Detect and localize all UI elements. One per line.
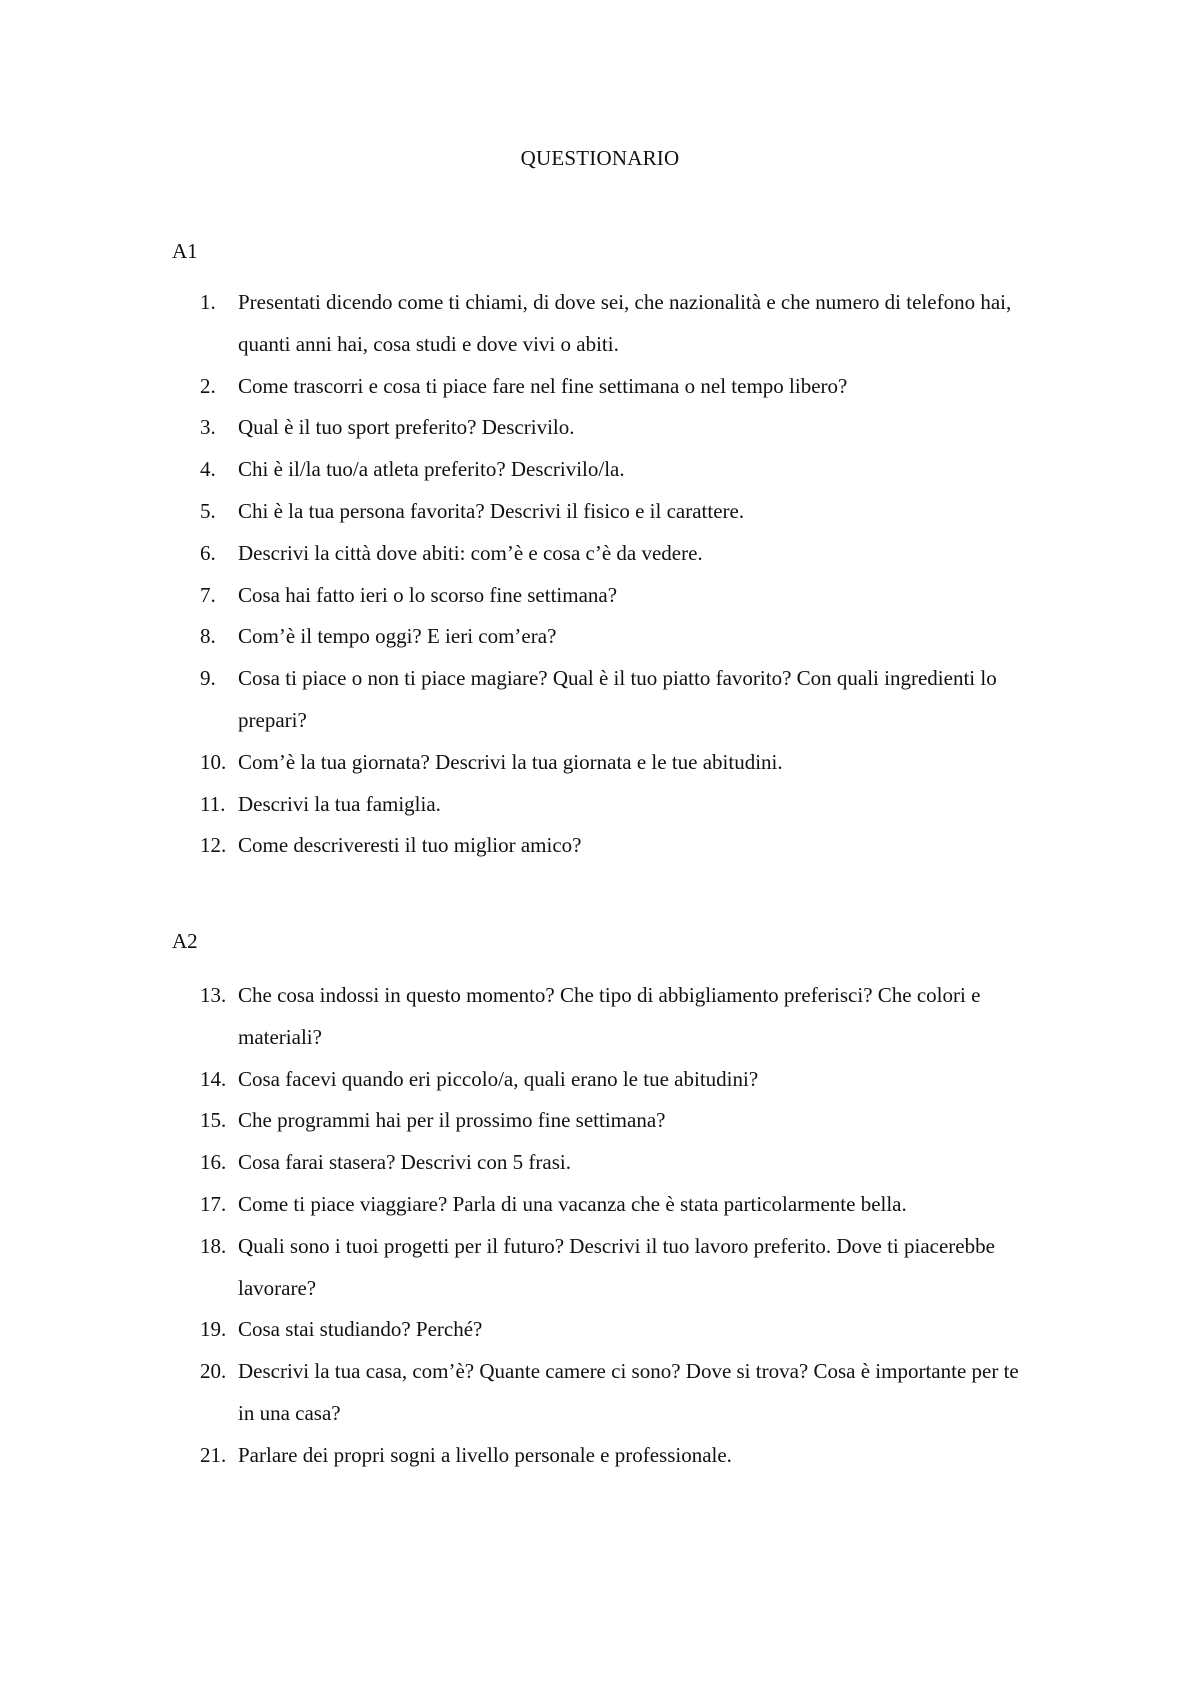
question-text: Cosa farai stasera? Descrivi con 5 frasi. [238,1150,571,1175]
question-text: Qual è il tuo sport preferito? Descrivilo. [238,415,575,440]
question-text: Parlare dei propri sogni a livello personale e professionale. [238,1442,732,1467]
question-number: 16. [200,1150,227,1175]
question-number: 10. [200,749,227,774]
question-item [200,1226,1030,1310]
question-item [200,825,1030,867]
question-number: 14. [200,1066,227,1091]
question-item [200,407,1030,449]
question-text: Che programmi hai per il prossimo fine settimana? [238,1108,666,1133]
question-item [200,742,1030,784]
question-item [200,449,1030,491]
question-list-a1 [200,282,1030,867]
question-item [200,1435,1030,1477]
question-number: 20. [200,1359,227,1384]
question-text: Descrivi la tua famiglia. [238,791,441,816]
question-number: 1. [200,290,216,314]
question-text: Com’è la tua giornata? Descrivi la tua giornata e le tue abitudini. [238,749,783,774]
question-number: 11. [200,791,226,816]
question-item [200,1184,1030,1226]
question-item [200,533,1030,575]
question-item [200,784,1030,826]
question-text: Descrivi la tua casa, com’è? Quante camere ci sono? Dove si trova? Cosa è importante per te in una casa? [238,1359,1019,1425]
question-text: Cosa hai fatto ieri o lo scorso fine settimana? [238,582,618,607]
question-text: Quali sono i tuoi progetti per il futuro? Descrivi il tuo lavoro preferito. Dove ti piacerebbe lavorare? [238,1233,995,1300]
question-text: Presentati dicendo come ti chiami, di dove sei, che nazionalità e che numero di telefono hai, quanti anni hai, cosa studi e dove vivi o abiti. [238,290,1012,356]
question-text: Chi è la tua persona favorita? Descrivi il fisico e il carattere. [238,498,745,523]
question-number: 6. [200,540,216,565]
question-number: 21. [200,1442,227,1467]
question-item [200,616,1030,658]
question-number: 2. [200,373,216,398]
question-number: 8. [200,624,216,649]
document-title: QUESTIONARIO [520,146,680,170]
question-number: 4. [200,457,216,482]
question-item [200,1309,1030,1351]
question-item [200,1100,1030,1142]
question-number: 19. [200,1317,227,1342]
question-item [200,658,1030,742]
question-number: 3. [200,415,216,440]
question-number: 12. [200,833,227,858]
question-number: 9. [200,666,216,691]
question-list-a2 [200,975,1030,1477]
question-text: Descrivi la città dove abiti: com’è e cosa c’è da vedere. [238,540,703,565]
question-number: 5. [200,498,216,523]
question-item [200,575,1030,617]
question-number: 13. [200,983,227,1007]
question-text: Chi è il/la tuo/a atleta preferito? Descrivilo/la. [238,457,625,482]
question-text: Cosa facevi quando eri piccolo/a, quali erano le tue abitudini? [238,1066,759,1091]
question-number: 18. [200,1233,227,1258]
question-text: Come ti piace viaggiare? Parla di una vacanza che è stata particolarmente bella. [238,1191,907,1216]
question-item [200,975,1030,1059]
question-item [200,1059,1030,1101]
question-number: 7. [200,582,216,607]
question-text: Com’è il tempo oggi? E ieri com’era? [238,624,557,649]
question-text: Cosa stai studiando? Perché? [238,1317,483,1342]
question-item [200,1351,1030,1435]
section-heading-a1: A1 [172,239,198,263]
question-text: Cosa ti piace o non ti piace magiare? Qual è il tuo piatto favorito? Con quali ingredienti lo prepari? [238,666,997,732]
question-text: Come descriveresti il tuo miglior amico? [238,833,582,858]
question-item [200,1142,1030,1184]
question-number: 15. [200,1108,227,1133]
question-item [200,282,1030,366]
question-number: 17. [200,1191,227,1216]
question-text: Come trascorri e cosa ti piace fare nel fine settimana o nel tempo libero? [238,373,848,398]
question-item [200,491,1030,533]
section-heading-a2: A2 [172,929,198,953]
question-text: Che cosa indossi in questo momento? Che tipo di abbigliamento preferisci? Che colori e materiali? [238,983,981,1049]
question-item [200,366,1030,408]
